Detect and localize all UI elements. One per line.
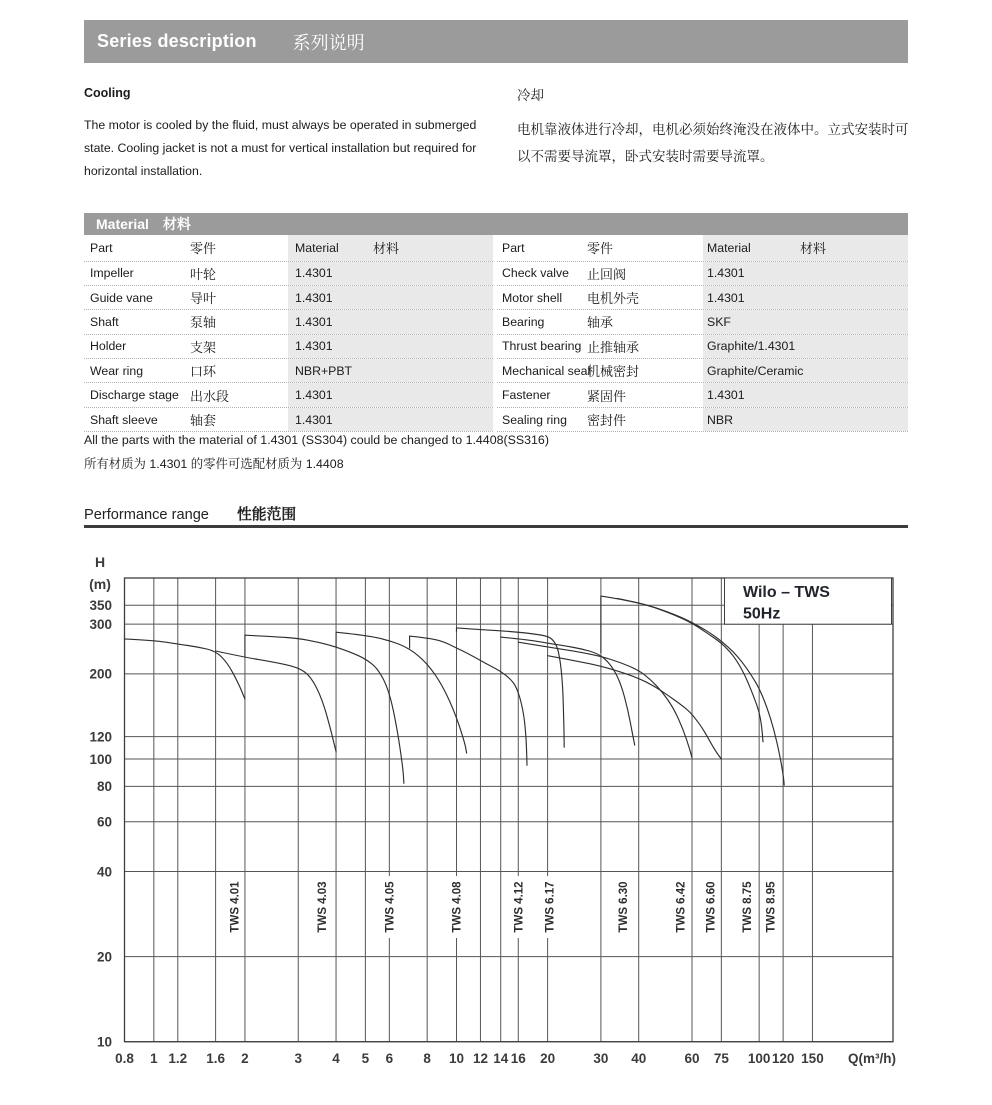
col-header-material-zh: 材料 bbox=[373, 241, 400, 257]
x-tick-label-6: 6 bbox=[385, 1051, 394, 1066]
series-description-title-zh: 系列说明 bbox=[292, 32, 365, 53]
part-name-zh: 止回阀 bbox=[587, 266, 627, 282]
part-material: 1.4301 bbox=[295, 314, 333, 329]
table-row-right-6 bbox=[497, 408, 908, 432]
y-tick-label-60: 60 bbox=[96, 814, 112, 830]
col-header-material: Material bbox=[295, 240, 339, 255]
part-material: 1.4301 bbox=[295, 412, 333, 427]
table-row-right-4 bbox=[497, 359, 908, 383]
part-name-zh: 密封件 bbox=[587, 413, 627, 429]
material-table-right bbox=[497, 235, 908, 432]
part-name-en: Fastener bbox=[502, 388, 551, 403]
part-material: 1.4301 bbox=[707, 290, 745, 305]
x-tick-label-12: 12 bbox=[472, 1051, 488, 1066]
series-description-header bbox=[84, 20, 908, 63]
y-tick-label-40: 40 bbox=[96, 864, 112, 880]
table-header-row bbox=[84, 235, 493, 262]
curve-label-TWS-4.05: TWS 4.05 bbox=[384, 881, 397, 933]
x-tick-label-1: 1 bbox=[150, 1051, 158, 1066]
part-name-en: Check valve bbox=[502, 266, 569, 281]
part-name-zh: 叶轮 bbox=[190, 266, 217, 282]
material-title-en: Material bbox=[96, 216, 149, 232]
y-tick-label-200: 200 bbox=[89, 666, 112, 682]
col-header-part-zh: 零件 bbox=[587, 241, 614, 257]
part-material: 1.4301 bbox=[295, 266, 333, 281]
part-name-zh: 机械密封 bbox=[587, 364, 640, 380]
curve-label-TWS-8.95: TWS 8.95 bbox=[765, 881, 778, 933]
table-row-left-2 bbox=[84, 310, 493, 334]
x-tick-label-1.6: 1.6 bbox=[206, 1051, 226, 1066]
table-row-right-2 bbox=[497, 310, 908, 334]
part-name-zh: 轴承 bbox=[587, 315, 614, 331]
table-row-right-5 bbox=[497, 383, 908, 407]
part-name-en: Wear ring bbox=[90, 363, 144, 378]
table-row-left-0 bbox=[84, 262, 493, 286]
table-row-left-5 bbox=[84, 383, 493, 407]
table-row-right-3 bbox=[497, 335, 908, 359]
col-header-material: Material bbox=[707, 240, 751, 255]
y-tick-label-100: 100 bbox=[89, 751, 112, 767]
x-tick-label-150: 150 bbox=[801, 1051, 824, 1066]
cooling-body-en: The motor is cooled by the fluid, must always be operated in submerged state. Cooling jacket is not a must for vertical installation but required for horizontal installation. bbox=[84, 118, 477, 178]
x-tick-label-3: 3 bbox=[294, 1051, 302, 1066]
table-row-left-4 bbox=[84, 359, 493, 383]
table-header-row bbox=[497, 235, 908, 262]
curve-label-TWS-4.08: TWS 4.08 bbox=[451, 881, 464, 933]
part-material: 1.4301 bbox=[295, 388, 333, 403]
col-header-part: Part bbox=[502, 240, 525, 255]
cooling-section-en bbox=[84, 86, 479, 183]
legend-line-1: Wilo – TWS bbox=[743, 584, 830, 601]
curve-TWS-4.01 bbox=[125, 639, 245, 699]
x-tick-label-10: 10 bbox=[448, 1051, 465, 1066]
part-name-zh: 电机外壳 bbox=[587, 291, 640, 307]
curve-label-TWS-4.03: TWS 4.03 bbox=[317, 881, 330, 933]
performance-range-chart bbox=[0, 528, 992, 1105]
y-axis-title-unit: (m) bbox=[89, 576, 111, 592]
x-tick-label-20: 20 bbox=[540, 1051, 556, 1066]
x-tick-label-75: 75 bbox=[713, 1051, 729, 1066]
curve-label-TWS-6.17: TWS 6.17 bbox=[544, 881, 557, 933]
part-name-zh: 导叶 bbox=[190, 291, 217, 307]
part-name-en: Impeller bbox=[90, 266, 134, 281]
part-material: Graphite/1.4301 bbox=[707, 339, 796, 354]
x-tick-label-0.8: 0.8 bbox=[115, 1051, 134, 1066]
x-tick-label-4: 4 bbox=[332, 1051, 340, 1066]
curve-label-TWS-4.01: TWS 4.01 bbox=[229, 881, 242, 933]
x-tick-label-1.2: 1.2 bbox=[168, 1051, 188, 1066]
x-tick-label-14: 14 bbox=[493, 1051, 509, 1066]
x-axis-title: Q(m³/h) bbox=[848, 1051, 896, 1066]
part-name-en: Mechanical seal bbox=[502, 363, 591, 378]
x-tick-label-8: 8 bbox=[423, 1051, 431, 1066]
part-material: SKF bbox=[707, 314, 731, 329]
table-row-right-1 bbox=[497, 286, 908, 310]
performance-range-heading bbox=[84, 503, 296, 524]
curve-TWS-6.30 bbox=[501, 637, 635, 745]
cooling-body-zh: 电机靠液体进行冷却，电机必须始终淹没在液体中。立式安装时可以不需要导流罩，卧式安装时需要导流罩。 bbox=[517, 122, 909, 164]
part-material: 1.4301 bbox=[295, 290, 333, 305]
table-row-left-3 bbox=[84, 335, 493, 359]
part-name-en: Sealing ring bbox=[502, 412, 567, 427]
y-tick-label-350: 350 bbox=[89, 597, 112, 613]
material-table-left bbox=[84, 235, 493, 432]
part-material: NBR+PBT bbox=[295, 363, 353, 378]
col-header-part: Part bbox=[90, 240, 113, 255]
legend-line-2: 50Hz bbox=[743, 605, 781, 623]
part-name-zh: 泵轴 bbox=[190, 315, 217, 331]
material-note-zh: 所有材质为 1.4301 的零件可选配材质为 1.4408 bbox=[84, 457, 344, 471]
part-name-en: Motor shell bbox=[502, 290, 563, 305]
y-tick-label-80: 80 bbox=[96, 779, 112, 795]
part-name-zh: 支架 bbox=[190, 339, 217, 355]
part-name-zh: 紧固件 bbox=[587, 388, 627, 404]
x-tick-label-2: 2 bbox=[241, 1051, 249, 1066]
x-tick-label-60: 60 bbox=[684, 1051, 700, 1066]
curve-label-TWS-6.30: TWS 6.30 bbox=[618, 881, 631, 933]
x-tick-label-100: 100 bbox=[747, 1051, 771, 1066]
curve-label-TWS-6.60: TWS 6.60 bbox=[705, 881, 718, 933]
part-name-zh: 止推轴承 bbox=[587, 339, 640, 355]
x-tick-label-30: 30 bbox=[593, 1051, 609, 1066]
col-header-material-zh: 材料 bbox=[800, 241, 827, 257]
part-name-en: Holder bbox=[90, 339, 127, 354]
part-name-zh: 出水段 bbox=[190, 388, 230, 404]
part-name-zh: 口环 bbox=[190, 364, 217, 380]
performance-range-title-en: Performance range bbox=[84, 507, 209, 523]
curve-TWS-4.08 bbox=[336, 632, 467, 753]
part-material: 1.4301 bbox=[707, 266, 745, 281]
part-material: NBR bbox=[707, 412, 733, 427]
cooling-section-zh bbox=[517, 84, 909, 170]
y-tick-label-10: 10 bbox=[96, 1034, 112, 1050]
material-title-zh: 材料 bbox=[162, 216, 191, 232]
y-tick-label-300: 300 bbox=[89, 616, 112, 632]
series-description-title-en: Series description bbox=[97, 31, 257, 51]
part-name-en: Bearing bbox=[502, 314, 545, 329]
performance-chart-svg bbox=[0, 528, 992, 1105]
part-name-en: Shaft sleeve bbox=[90, 412, 158, 427]
part-material: 1.4301 bbox=[295, 339, 333, 354]
col-header-part-zh: 零件 bbox=[190, 241, 217, 257]
material-column-shading bbox=[703, 408, 908, 431]
x-tick-label-120: 120 bbox=[771, 1051, 795, 1066]
part-name-en: Thrust bearing bbox=[502, 339, 582, 354]
material-notes bbox=[84, 428, 549, 476]
cooling-heading-zh: 冷却 bbox=[517, 88, 544, 103]
x-tick-label-40: 40 bbox=[631, 1051, 647, 1066]
x-tick-label-16: 16 bbox=[510, 1051, 526, 1066]
y-axis-title-h: H bbox=[94, 554, 106, 570]
curve-label-TWS-4.12: TWS 4.12 bbox=[513, 881, 526, 933]
cooling-heading-en: Cooling bbox=[84, 86, 131, 100]
part-name-en: Discharge stage bbox=[90, 388, 179, 403]
performance-range-title-zh: 性能范围 bbox=[237, 507, 297, 523]
curve-label-TWS-6.42: TWS 6.42 bbox=[675, 881, 688, 933]
part-name-zh: 轴套 bbox=[190, 413, 217, 429]
part-name-en: Shaft bbox=[90, 314, 119, 329]
table-row-right-0 bbox=[497, 262, 908, 286]
part-material: Graphite/Ceramic bbox=[707, 363, 804, 378]
y-tick-label-120: 120 bbox=[89, 729, 112, 745]
material-column-shading bbox=[703, 310, 908, 333]
table-row-left-1 bbox=[84, 286, 493, 310]
material-header-bar bbox=[84, 213, 908, 235]
plot-frame bbox=[125, 578, 894, 1042]
material-note-en: All the parts with the material of 1.4301 (SS304) could be changed to 1.4408(SS316) bbox=[84, 433, 549, 447]
curve-label-TWS-8.75: TWS 8.75 bbox=[741, 881, 754, 933]
part-material: 1.4301 bbox=[707, 388, 745, 403]
y-tick-label-20: 20 bbox=[96, 949, 112, 965]
x-tick-label-5: 5 bbox=[361, 1051, 370, 1066]
part-name-en: Guide vane bbox=[90, 290, 153, 305]
